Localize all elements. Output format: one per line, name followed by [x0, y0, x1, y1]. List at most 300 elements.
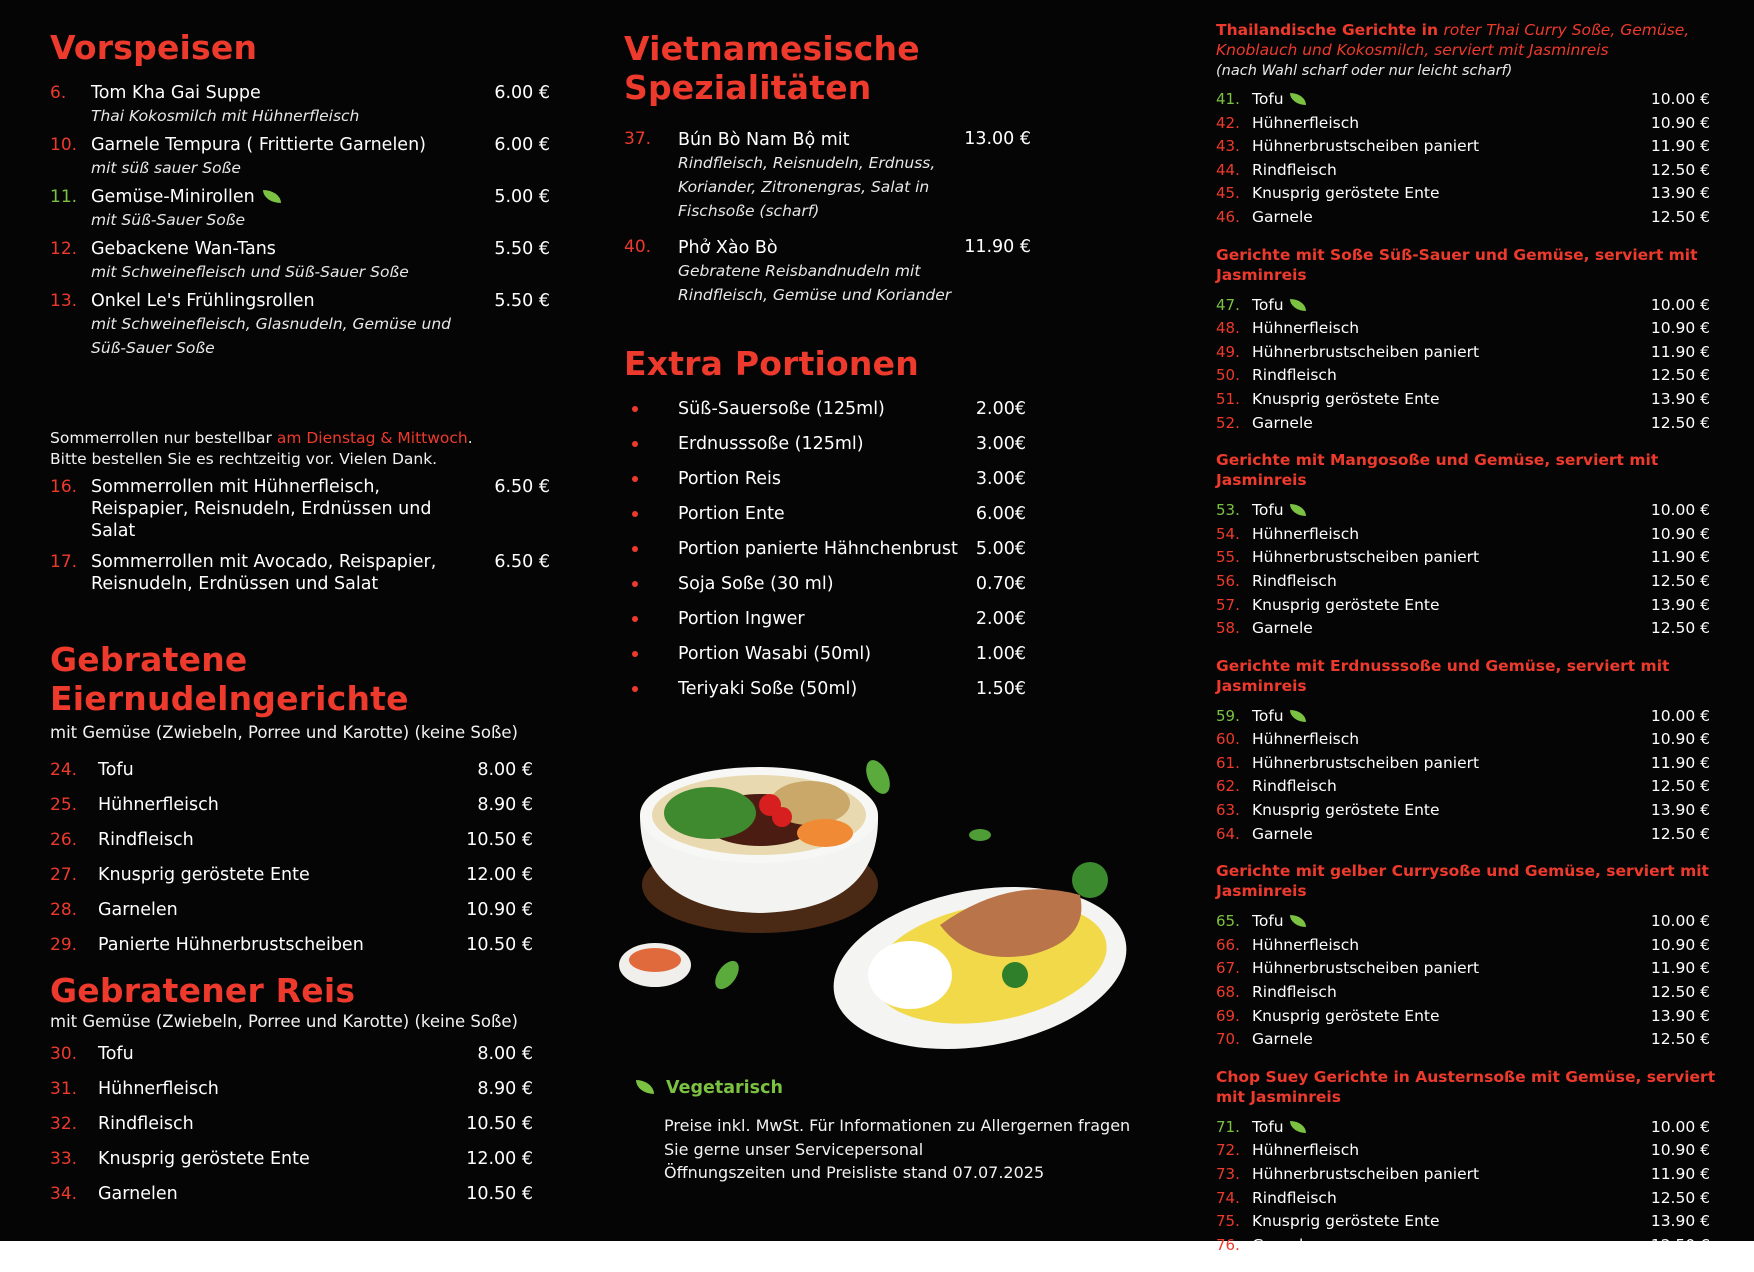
item-number: 68.	[1216, 983, 1240, 1002]
item-list	[1216, 500, 1746, 642]
menu-item	[1216, 318, 1746, 342]
item-name-text: Hühnerfleisch	[1252, 524, 1360, 543]
menu-item	[50, 794, 533, 829]
leaf-icon	[263, 190, 281, 203]
item-number: 40.	[624, 237, 652, 257]
menu-item	[624, 237, 1144, 307]
menu-item	[624, 433, 1144, 468]
item-name-text: Knusprig geröstete Ente	[1252, 801, 1440, 820]
menu-item	[1216, 982, 1746, 1006]
item-description: mit Süß-Sauer Soße	[91, 211, 246, 229]
menu-item	[50, 476, 550, 542]
item-number: 41.	[1216, 90, 1240, 108]
item-name-text: Hühnerbrustscheiben paniert	[1252, 959, 1480, 978]
item-price: 6.00 €	[494, 135, 550, 155]
menu-item	[50, 1078, 533, 1113]
item-number: 48.	[1216, 319, 1240, 338]
item-price: 12.50 €	[1650, 571, 1710, 590]
item-name-text: Tofu	[1252, 912, 1284, 931]
item-price: 10.90 €	[1650, 935, 1710, 954]
item-price: 3.00€	[975, 469, 1026, 489]
item-price: 10.90 €	[466, 900, 533, 920]
item-number: 57.	[1216, 595, 1240, 614]
item-name-text: Hühnerfleisch	[1252, 935, 1360, 954]
item-description: mit Schweinefleisch und Süß-Sauer Soße	[91, 263, 409, 281]
note-highlight: am Dienstag & Mittwoch	[276, 429, 468, 447]
item-price: 5.00 €	[494, 187, 550, 207]
item-name: Portion Wasabi (50ml)	[678, 644, 872, 664]
item-name	[91, 290, 550, 312]
item-price: 5.50 €	[494, 239, 550, 259]
section-vietnam	[624, 29, 1144, 321]
item-number: 16.	[50, 477, 78, 497]
item-price: 13.90 €	[1650, 184, 1710, 203]
item-description: mit Schweinefleisch, Glasnudeln, Gemüse und Süß-Sauer Soße	[91, 315, 451, 357]
section-reis	[50, 971, 533, 1218]
item-price: 12.50 €	[1650, 1235, 1710, 1254]
item-number: 60.	[1216, 730, 1240, 749]
item-number: 74.	[1216, 1188, 1240, 1207]
item-list	[50, 476, 550, 595]
item-number: 17.	[50, 552, 78, 572]
dish-category	[1216, 450, 1746, 642]
item-name-text: Rindfleisch	[1252, 160, 1337, 179]
item-name: Tofu	[98, 760, 134, 780]
item-list	[624, 398, 1144, 713]
item-price: 12.50 €	[1650, 1188, 1710, 1207]
item-name: Portion panierte Hähnchenbrust	[678, 539, 958, 559]
menu-item	[1216, 500, 1746, 524]
item-name-text: Knusprig geröstete Ente	[1252, 595, 1440, 614]
item-name: Tofu	[98, 1044, 134, 1064]
menu-item	[1216, 207, 1746, 231]
category-title-italic: roter Thai Curry Soße, Gemüse,	[1443, 21, 1690, 39]
item-price: 12.50 €	[1650, 824, 1710, 843]
leaf-icon	[636, 1080, 654, 1094]
item-price: 11.90 €	[964, 237, 1031, 257]
item-price: 10.00 €	[1650, 90, 1710, 108]
item-price: 10.00 €	[1650, 1117, 1710, 1136]
item-price: 10.00 €	[1650, 912, 1710, 931]
menu-item	[1216, 911, 1746, 935]
item-number: 24.	[50, 760, 78, 780]
item-price: 13.90 €	[1650, 1006, 1710, 1025]
item-price: 1.50€	[975, 679, 1026, 699]
item-name	[91, 82, 550, 104]
item-name: Hühnerfleisch	[98, 795, 219, 815]
item-list	[1216, 706, 1746, 848]
menu-item	[624, 608, 1144, 643]
item-name	[91, 476, 550, 542]
item-name: Bún Bò Nam Bộ mit	[678, 130, 850, 150]
item-price: 10.50 €	[466, 1114, 533, 1134]
item-price: 12.00 €	[466, 1149, 533, 1169]
menu-item	[50, 864, 533, 899]
item-price: 6.00 €	[494, 83, 550, 103]
menu-item	[50, 1183, 533, 1218]
menu-item	[624, 398, 1144, 433]
bullet-dot-icon	[632, 441, 638, 447]
item-name-text: Hühnerfleisch	[1252, 730, 1360, 749]
item-number: 52.	[1216, 413, 1240, 432]
item-name-text: Tom Kha Gai Suppe	[91, 83, 261, 103]
item-name-text: Tofu	[1252, 90, 1284, 108]
item-name-text: Hühnerfleisch	[1252, 113, 1360, 132]
item-number: 45.	[1216, 184, 1240, 203]
item-price: 10.90 €	[1650, 1141, 1710, 1160]
menu-item	[1216, 571, 1746, 595]
item-list	[1216, 89, 1746, 231]
menu-item	[1216, 295, 1746, 319]
item-name-text: Hühnerbrustscheiben paniert	[1252, 137, 1480, 156]
item-name: Knusprig geröstete Ente	[98, 1149, 310, 1169]
item-number: 43.	[1216, 137, 1240, 156]
item-price: 6.50 €	[494, 552, 550, 572]
item-number: 29.	[50, 935, 78, 955]
menu-item	[1216, 1006, 1746, 1030]
item-number: 10.	[50, 135, 78, 155]
dish-category	[1216, 245, 1746, 437]
note-prefix: Sommerrollen nur bestellbar	[50, 429, 272, 447]
category-title-line2: Knoblauch und Kokosmilch, serviert mit Jasminreis	[1216, 41, 1609, 59]
menu-item	[50, 82, 550, 128]
item-name-text: Knusprig geröstete Ente	[1252, 184, 1440, 203]
menu-item	[50, 290, 550, 360]
item-name: Teriyaki Soße (50ml)	[678, 679, 858, 699]
item-name: Portion Ingwer	[678, 609, 805, 629]
menu-item	[1216, 413, 1746, 437]
item-name-text: Onkel Le's Frühlingsrollen	[91, 291, 315, 311]
item-name-text: Gemüse-Minirollen	[91, 187, 255, 207]
item-number: 33.	[50, 1149, 78, 1169]
item-price: 12.50 €	[1650, 366, 1710, 385]
menu-item	[624, 503, 1144, 538]
menu-item	[1216, 958, 1746, 982]
item-price: 6.00€	[975, 504, 1026, 524]
item-name	[91, 134, 550, 156]
item-price: 8.00 €	[477, 760, 533, 780]
section-eiernudeln	[50, 640, 533, 969]
item-name-text: Garnele	[1252, 1235, 1313, 1254]
item-name-text: Garnele	[1252, 1030, 1313, 1049]
item-price: 13.00 €	[964, 129, 1031, 149]
menu-item	[1216, 776, 1746, 800]
menu-item	[50, 186, 550, 232]
item-name: Süß-Sauersoße (125ml)	[678, 399, 885, 419]
item-name-text: Knusprig geröstete Ente	[1252, 1212, 1440, 1231]
noodle-bowl	[640, 767, 878, 933]
menu-item	[624, 573, 1144, 608]
vegetarian-legend	[636, 1078, 783, 1098]
note-line2: Bitte bestellen Sie es rechtzeitig vor. Vielen Dank.	[50, 450, 438, 468]
item-name-text: Tofu	[1252, 295, 1284, 314]
item-name-text: Garnele	[1252, 619, 1313, 638]
item-price: 10.50 €	[466, 830, 533, 850]
item-number: 67.	[1216, 959, 1240, 978]
item-name-text: Sommerrollen mit Hühnerfleisch, Reispapier, Reisnudeln, Erdnüssen und Salat	[91, 477, 432, 541]
item-description: Gebratene Reisbandnudeln mit Rindfleisch, Gemüse und Koriander	[678, 262, 952, 304]
item-name-text: Hühnerbrustscheiben paniert	[1252, 548, 1480, 567]
category-title-text: Chop Suey Gerichte in Austernsoße mit Gemüse, serviert mit Jasminreis	[1216, 1067, 1716, 1106]
item-name-text: Hühnerfleisch	[1252, 319, 1360, 338]
item-name-text: Garnele	[1252, 824, 1313, 843]
menu-item	[624, 678, 1144, 713]
item-number: 47.	[1216, 295, 1240, 314]
item-number: 27.	[50, 865, 78, 885]
item-price: 12.50 €	[1650, 777, 1710, 796]
item-name: Knusprig geröstete Ente	[98, 865, 310, 885]
menu-item	[624, 643, 1144, 678]
item-number: 63.	[1216, 801, 1240, 820]
bullet-dot-icon	[632, 686, 638, 692]
menu-item	[1216, 547, 1746, 571]
menu-item	[1216, 800, 1746, 824]
item-name-text: Tofu	[1252, 706, 1284, 725]
item-number: 31.	[50, 1079, 78, 1099]
item-number: 28.	[50, 900, 78, 920]
item-price: 11.90 €	[1650, 548, 1710, 567]
item-name-text: Gebackene Wan-Tans	[91, 239, 276, 259]
menu-item	[1216, 706, 1746, 730]
menu-item	[624, 538, 1144, 573]
menu-item	[1216, 136, 1746, 160]
item-price: 12.50 €	[1650, 207, 1710, 226]
menu-item	[1216, 1188, 1746, 1212]
sommerrollen-note	[50, 428, 550, 470]
leaf-icon	[1290, 504, 1306, 516]
section-subtitle: mit Gemüse (Zwiebeln, Porree und Karotte) (keine Soße)	[50, 723, 518, 742]
item-number: 11.	[50, 187, 78, 207]
item-name-text: Rindfleisch	[1252, 777, 1337, 796]
item-number: 56.	[1216, 571, 1240, 590]
item-name: Panierte Hühnerbrustscheiben	[98, 935, 364, 955]
menu-item	[1216, 824, 1746, 848]
item-name-text: Sommerrollen mit Avocado, Reispapier, Reisnudeln, Erdnüssen und Salat	[91, 552, 437, 594]
dish-category	[1216, 656, 1746, 848]
section-extra	[624, 344, 1144, 713]
section-sommerrollen	[50, 428, 550, 604]
item-price: 8.90 €	[477, 1079, 533, 1099]
item-price: 5.50 €	[494, 291, 550, 311]
bullet-dot-icon	[632, 546, 638, 552]
item-number: 32.	[50, 1114, 78, 1134]
menu-item	[50, 1148, 533, 1183]
menu-item	[50, 899, 533, 934]
item-number: 49.	[1216, 342, 1240, 361]
section-title: Extra Portionen	[624, 344, 919, 383]
item-list	[1216, 911, 1746, 1053]
category-title-text: Gerichte mit Soße Süß-Sauer und Gemüse, serviert mit Jasminreis	[1216, 245, 1698, 284]
menu-item	[624, 129, 1144, 223]
dish-category	[1216, 861, 1746, 1053]
item-name	[91, 551, 550, 595]
menu-item	[1216, 1140, 1746, 1164]
menu-item	[1216, 618, 1746, 642]
menu-item	[50, 1113, 533, 1148]
item-name-text: Hühnerfleisch	[1252, 1141, 1360, 1160]
item-number: 6.	[50, 83, 67, 103]
item-price: 1.00€	[975, 644, 1026, 664]
item-name	[91, 238, 550, 260]
item-name: Garnelen	[98, 1184, 178, 1204]
item-number: 65.	[1216, 912, 1240, 931]
item-list	[50, 82, 550, 360]
menu-item	[624, 468, 1144, 503]
item-name-text: Rindfleisch	[1252, 571, 1337, 590]
item-price: 11.90 €	[1650, 137, 1710, 156]
item-list	[50, 759, 533, 969]
item-number: 25.	[50, 795, 78, 815]
item-name	[91, 186, 550, 208]
item-price: 11.90 €	[1650, 959, 1710, 978]
menu-item	[1216, 1029, 1746, 1053]
item-price: 3.00€	[975, 434, 1026, 454]
dish-category	[1216, 1067, 1746, 1259]
item-number: 53.	[1216, 501, 1240, 520]
menu-item	[1216, 342, 1746, 366]
menu-item	[50, 551, 550, 595]
item-name: Portion Reis	[678, 469, 782, 489]
item-name: Hühnerfleisch	[98, 1079, 219, 1099]
item-price: 13.90 €	[1650, 389, 1710, 408]
footer-line: Sie gerne unser Servicepersonal	[664, 1139, 924, 1159]
item-name: Portion Ente	[678, 504, 785, 524]
item-name-text: Knusprig geröstete Ente	[1252, 389, 1440, 408]
section-title: Gebratene Eiernudelngerichte	[50, 640, 409, 718]
menu-item	[1216, 729, 1746, 753]
item-price: 10.90 €	[1650, 524, 1710, 543]
item-price: 12.00 €	[466, 865, 533, 885]
item-name-text: Garnele Tempura ( Frittierte Garnelen)	[91, 135, 426, 155]
footer-line: Öffnungszeiten und Preisliste stand 07.07.2025	[664, 1163, 1045, 1182]
menu-item	[1216, 935, 1746, 959]
leaf-icon	[1290, 710, 1306, 722]
item-name: Rindfleisch	[98, 1114, 194, 1134]
item-price: 12.50 €	[1650, 619, 1710, 638]
section-title: Gebratener Reis	[50, 971, 356, 1010]
item-number: 73.	[1216, 1165, 1240, 1183]
item-name-text: Garnele	[1252, 207, 1313, 226]
item-name-text: Hühnerbrustscheiben paniert	[1252, 1165, 1480, 1183]
item-list	[624, 129, 1144, 307]
menu-item	[1216, 1235, 1746, 1259]
item-price: 10.00 €	[1650, 706, 1710, 725]
item-name-text: Hühnerbrustscheiben paniert	[1252, 753, 1480, 772]
item-price: 10.50 €	[466, 1184, 533, 1204]
menu-item	[50, 134, 550, 180]
item-list	[50, 1043, 533, 1218]
item-number: 64.	[1216, 824, 1240, 843]
item-number: 66.	[1216, 935, 1240, 954]
item-number: 37.	[624, 129, 652, 149]
item-number: 71.	[1216, 1117, 1240, 1136]
item-number: 59.	[1216, 706, 1240, 725]
item-number: 62.	[1216, 777, 1240, 796]
item-price: 8.00 €	[477, 1044, 533, 1064]
item-price: 13.90 €	[1650, 1212, 1710, 1231]
item-number: 12.	[50, 239, 78, 259]
item-name-text: Rindfleisch	[1252, 366, 1337, 385]
category-title	[1216, 20, 1746, 60]
item-price: 10.90 €	[1650, 113, 1710, 132]
item-price: 12.50 €	[1650, 413, 1710, 432]
item-price: 2.00€	[975, 399, 1026, 419]
item-number: 61.	[1216, 753, 1240, 772]
item-number: 30.	[50, 1044, 78, 1064]
menu-item	[1216, 753, 1746, 777]
food-illustration	[610, 735, 1170, 1065]
item-number: 58.	[1216, 619, 1240, 638]
item-number: 70.	[1216, 1030, 1240, 1049]
item-price: 12.50 €	[1650, 983, 1710, 1002]
menu-item	[1216, 365, 1746, 389]
menu-item	[1216, 1164, 1746, 1188]
section-vorspeisen	[50, 28, 550, 366]
leaf-icon	[1290, 299, 1306, 311]
leaf-icon	[1290, 915, 1306, 927]
item-description: mit süß sauer Soße	[91, 159, 241, 177]
item-number: 54.	[1216, 524, 1240, 543]
item-name: Rindfleisch	[98, 830, 194, 850]
section-subtitle: mit Gemüse (Zwiebeln, Porree und Karotte) (keine Soße)	[50, 1012, 518, 1031]
menu-item	[1216, 183, 1746, 207]
item-price: 13.90 €	[1650, 595, 1710, 614]
item-price: 10.90 €	[1650, 319, 1710, 338]
item-number: 50.	[1216, 366, 1240, 385]
item-number: 69.	[1216, 1006, 1240, 1025]
menu-item	[1216, 595, 1746, 619]
item-price: 8.90 €	[477, 795, 533, 815]
bullet-dot-icon	[632, 616, 638, 622]
item-number: 13.	[50, 291, 78, 311]
item-price: 11.90 €	[1650, 753, 1710, 772]
bullet-dot-icon	[632, 476, 638, 482]
item-name-text: Tofu	[1252, 501, 1284, 520]
item-description: Thai Kokosmilch mit Hühnerfleisch	[91, 107, 360, 125]
item-name-text: Tofu	[1252, 1117, 1284, 1136]
bullet-dot-icon	[632, 651, 638, 657]
item-number: 76.	[1216, 1235, 1240, 1254]
thai-categories	[1216, 20, 1746, 1272]
item-price: 12.50 €	[1650, 1030, 1710, 1049]
category-title	[1216, 245, 1746, 285]
bullet-dot-icon	[632, 406, 638, 412]
footer-line: Preise inkl. MwSt. Für Informationen zu Allergernen fragen	[664, 1116, 1131, 1135]
category-title	[1216, 656, 1746, 696]
item-price: 10.00 €	[1650, 501, 1710, 520]
item-number: 46.	[1216, 207, 1240, 226]
category-title	[1216, 861, 1746, 901]
item-name-text: Knusprig geröstete Ente	[1252, 1006, 1440, 1025]
item-name-text: Rindfleisch	[1252, 983, 1337, 1002]
item-price: 11.90 €	[1650, 1165, 1710, 1183]
menu-item	[1216, 389, 1746, 413]
item-number: 34.	[50, 1184, 78, 1204]
category-title-text: Gerichte mit Mangosoße und Gemüse, serviert mit Jasminreis	[1216, 451, 1659, 490]
item-number: 26.	[50, 830, 78, 850]
menu-item	[1216, 113, 1746, 137]
item-number: 72.	[1216, 1141, 1240, 1160]
item-price: 11.90 €	[1650, 342, 1710, 361]
item-price: 13.90 €	[1650, 801, 1710, 820]
item-name-text: Rindfleisch	[1252, 1188, 1337, 1207]
item-name: Soja Soße (30 ml)	[678, 574, 834, 594]
menu-item	[1216, 160, 1746, 184]
bullet-dot-icon	[632, 581, 638, 587]
item-number: 51.	[1216, 389, 1240, 408]
item-price: 2.00€	[975, 609, 1026, 629]
item-name-text: Hühnerbrustscheiben paniert	[1252, 342, 1480, 361]
